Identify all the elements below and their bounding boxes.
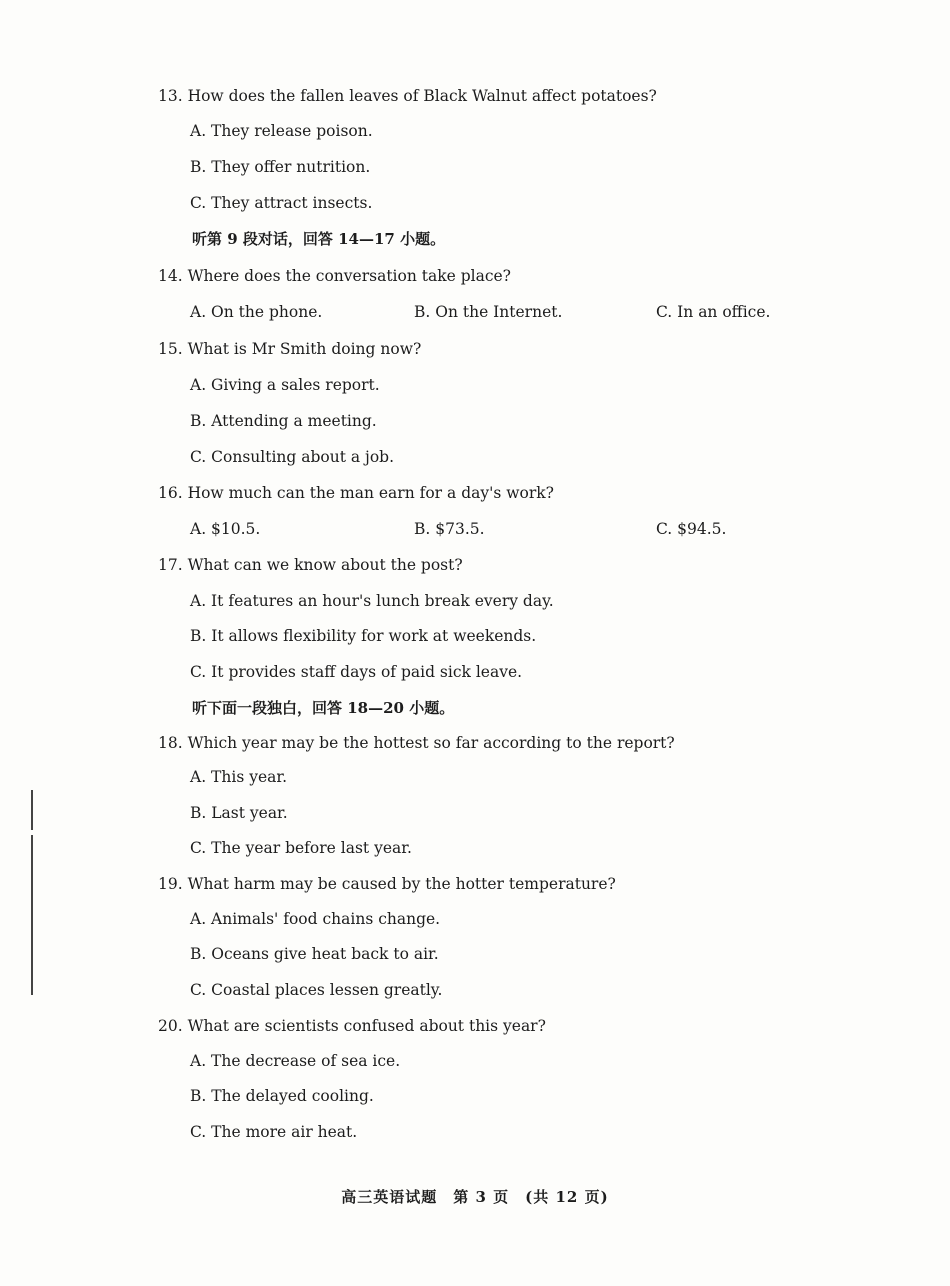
question-13-option-a: A. They release poison. [190,122,373,140]
question-15-option-a: A. Giving a sales report. [190,376,380,394]
question-19-option-b: B. Oceans give heat back to air. [190,945,439,963]
question-14-option-c: C. In an office. [656,303,771,321]
question-13-option-b: B. They offer nutrition. [190,158,371,176]
section-instruction-9: 听第 9 段对话，回答 14—17 小题。 [192,230,446,248]
question-13-option-c: C. They attract insects. [190,194,373,212]
question-15-option-c: C. Consulting about a job. [190,448,395,466]
question-15-stem: 15. What is Mr Smith doing now? [158,340,422,358]
section-instruction-10: 听下面一段独白，回答 18—20 小题。 [192,699,455,717]
question-14-stem: 14. Where does the conversation take place? [158,267,511,285]
question-18-stem: 18. Which year may be the hottest so far according to the report? [158,734,675,752]
scan-margin-mark [31,790,33,830]
question-19-option-c: C. Coastal places lessen greatly. [190,981,443,999]
page-footer: 高三英语试题 第 3 页 (共 12 页) [341,1188,609,1206]
question-20-option-b: B. The delayed cooling. [190,1087,374,1105]
question-20-option-c: C. The more air heat. [190,1123,358,1141]
question-16-option-b: B. $73.5. [414,520,485,538]
question-16-option-c: C. $94.5. [656,520,727,538]
question-15-option-b: B. Attending a meeting. [190,412,377,430]
question-17-option-a: A. It features an hour's lunch break every day. [190,592,554,610]
question-18-option-c: C. The year before last year. [190,839,412,857]
question-16-option-a: A. $10.5. [190,520,261,538]
question-17-option-c: C. It provides staff days of paid sick leave. [190,663,523,681]
question-19-stem: 19. What harm may be caused by the hotter temperature? [158,875,616,893]
question-13-stem: 13. How does the fallen leaves of Black Walnut affect potatoes? [158,87,657,105]
question-14-option-b: B. On the Internet. [414,303,563,321]
question-16-stem: 16. How much can the man earn for a day's work? [158,484,554,502]
question-17-option-b: B. It allows flexibility for work at weekends. [190,627,537,645]
question-17-stem: 17. What can we know about the post? [158,556,463,574]
question-20-option-a: A. The decrease of sea ice. [190,1052,401,1070]
scan-margin-mark [31,835,33,995]
question-19-option-a: A. Animals' food chains change. [190,910,441,928]
question-14-option-a: A. On the phone. [190,303,323,321]
question-20-stem: 20. What are scientists confused about this year? [158,1017,546,1035]
question-18-option-a: A. This year. [190,768,288,786]
question-18-option-b: B. Last year. [190,804,288,822]
